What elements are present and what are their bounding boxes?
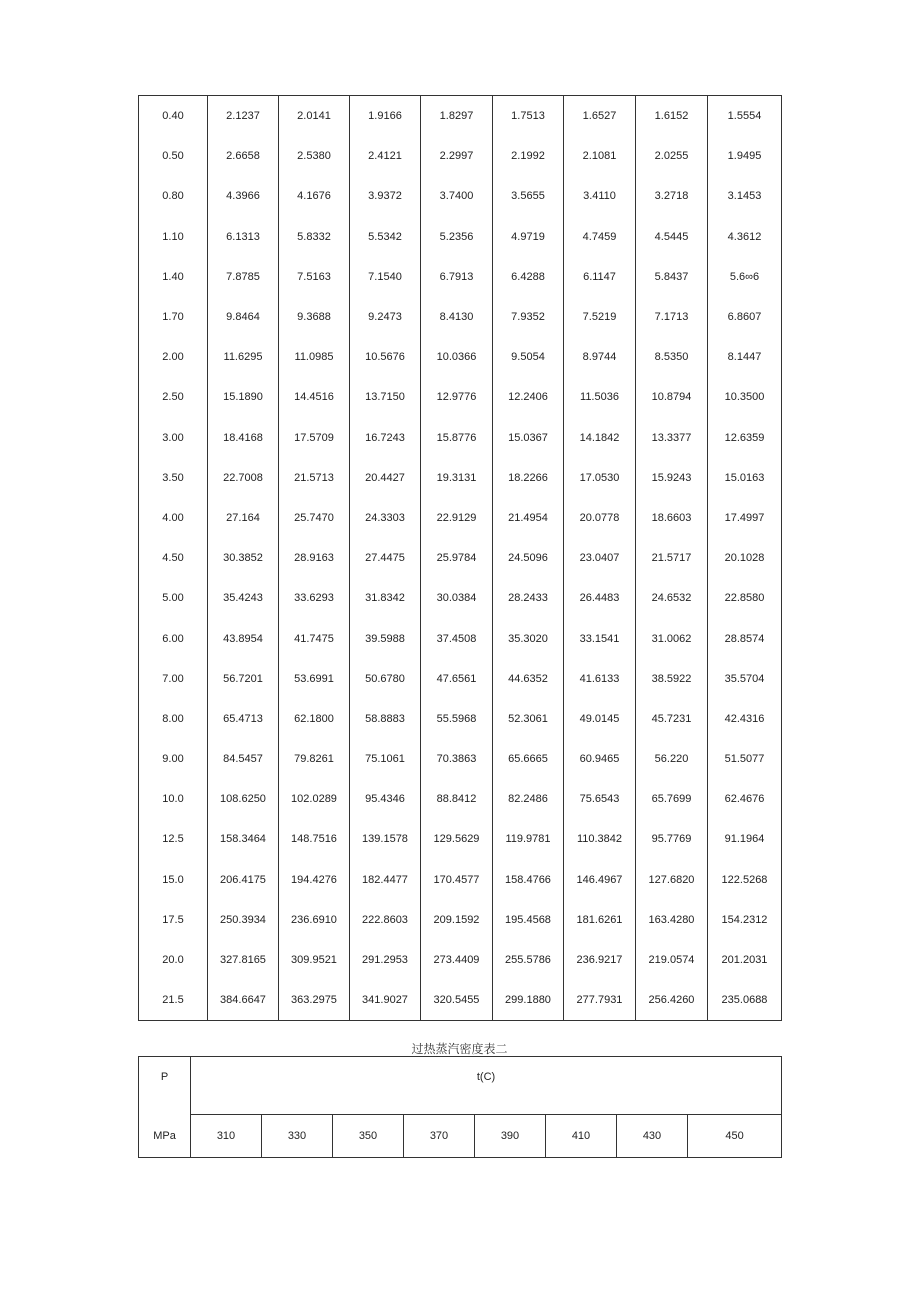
density-cell: 35.3020 (493, 618, 564, 658)
density-cell: 24.5096 (493, 538, 564, 578)
pressure-cell: 6.00 (139, 618, 208, 658)
density-cell: 5.8437 (636, 257, 708, 297)
density-cell: 43.8954 (208, 618, 279, 658)
density-cell: 384.6647 (208, 980, 279, 1021)
density-cell: 26.4483 (564, 578, 636, 618)
density-cell: 236.9217 (564, 940, 636, 980)
density-cell: 79.8261 (279, 739, 350, 779)
density-cell: 2.4121 (350, 136, 421, 176)
density-cell: 309.9521 (279, 940, 350, 980)
density-cell: 49.0145 (564, 699, 636, 739)
table-row (139, 458, 782, 498)
density-cell: 146.4967 (564, 860, 636, 900)
density-cell: 256.4260 (636, 980, 708, 1021)
density-cell: 18.4168 (208, 418, 279, 458)
temp-header-cell: 410 (546, 1115, 617, 1158)
density-cell: 181.6261 (564, 900, 636, 940)
density-cell: 8.4130 (421, 297, 493, 337)
density-cell: 2.0255 (636, 136, 708, 176)
table-row (139, 860, 782, 900)
pressure-cell: 9.00 (139, 739, 208, 779)
density-cell: 6.8607 (708, 297, 782, 337)
density-cell: 5.2356 (421, 217, 493, 257)
density-cell: 363.2975 (279, 980, 350, 1021)
density-cell: 53.6991 (279, 659, 350, 699)
density-cell: 18.6603 (636, 498, 708, 538)
density-cell: 9.3688 (279, 297, 350, 337)
density-cell: 56.7201 (208, 659, 279, 699)
density-cell: 11.6295 (208, 337, 279, 377)
density-cell: 27.164 (208, 498, 279, 538)
density-cell: 170.4577 (421, 860, 493, 900)
density-cell: 82.2486 (493, 779, 564, 819)
density-cell: 5.8332 (279, 217, 350, 257)
density-cell: 13.7150 (350, 377, 421, 417)
density-cell: 12.9776 (421, 377, 493, 417)
density-cell: 20.0778 (564, 498, 636, 538)
density-cell: 236.6910 (279, 900, 350, 940)
density-cell: 15.9243 (636, 458, 708, 498)
pressure-cell: 17.5 (139, 900, 208, 940)
density-cell: 206.4175 (208, 860, 279, 900)
density-cell: 15.0367 (493, 418, 564, 458)
density-cell: 250.3934 (208, 900, 279, 940)
density-cell: 41.7475 (279, 618, 350, 658)
density-cell: 154.2312 (708, 900, 782, 940)
density-cell: 6.1147 (564, 257, 636, 297)
pressure-cell: 4.00 (139, 498, 208, 538)
density-cell: 38.5922 (636, 659, 708, 699)
density-cell: 2.1081 (564, 136, 636, 176)
pressure-cell: 20.0 (139, 940, 208, 980)
density-cell: 22.7008 (208, 458, 279, 498)
density-cell: 102.0289 (279, 779, 350, 819)
density-cell: 62.1800 (279, 699, 350, 739)
density-cell: 3.9372 (350, 176, 421, 216)
density-cell: 13.3377 (636, 418, 708, 458)
density-cell: 16.7243 (350, 418, 421, 458)
density-cell: 65.4713 (208, 699, 279, 739)
density-cell: 3.7400 (421, 176, 493, 216)
density-cell: 9.5054 (493, 337, 564, 377)
density-cell: 201.2031 (708, 940, 782, 980)
density-cell: 10.3500 (708, 377, 782, 417)
table-row (139, 257, 782, 297)
table-row (139, 176, 782, 216)
temp-header-cell: 450 (688, 1115, 782, 1158)
density-cell: 15.0163 (708, 458, 782, 498)
pressure-cell: 1.40 (139, 257, 208, 297)
pressure-cell: 21.5 (139, 980, 208, 1021)
density-cell: 6.7913 (421, 257, 493, 297)
density-cell: 8.1447 (708, 337, 782, 377)
density-cell: 1.8297 (421, 96, 493, 137)
density-cell: 21.4954 (493, 498, 564, 538)
density-cell: 10.8794 (636, 377, 708, 417)
density-cell: 122.5268 (708, 860, 782, 900)
table-row (139, 377, 782, 417)
density-cell: 3.1453 (708, 176, 782, 216)
density-cell: 21.5713 (279, 458, 350, 498)
density-cell: 11.0985 (279, 337, 350, 377)
table-row (139, 819, 782, 859)
density-cell: 255.5786 (493, 940, 564, 980)
density-cell: 51.5077 (708, 739, 782, 779)
density-table (138, 95, 782, 1021)
density-cell: 2.2997 (421, 136, 493, 176)
table-row (139, 779, 782, 819)
temperature-header: t(C) (191, 1057, 782, 1115)
density-cell: 10.0366 (421, 337, 493, 377)
table-row (139, 498, 782, 538)
density-cell: 17.0530 (564, 458, 636, 498)
density-cell: 75.1061 (350, 739, 421, 779)
density-cell: 6.1313 (208, 217, 279, 257)
density-cell: 327.8165 (208, 940, 279, 980)
pressure-cell: 0.50 (139, 136, 208, 176)
density-cell: 222.8603 (350, 900, 421, 940)
density-cell: 45.7231 (636, 699, 708, 739)
table-row (139, 337, 782, 377)
density-cell: 33.1541 (564, 618, 636, 658)
density-cell: 7.9352 (493, 297, 564, 337)
density-cell: 320.5455 (421, 980, 493, 1021)
pressure-cell: 2.00 (139, 337, 208, 377)
table-row (139, 618, 782, 658)
density-cell: 27.4475 (350, 538, 421, 578)
density-cell: 55.5968 (421, 699, 493, 739)
density-cell: 12.6359 (708, 418, 782, 458)
density-cell: 10.5676 (350, 337, 421, 377)
temp-header-cell: 330 (262, 1115, 333, 1158)
density-cell: 25.7470 (279, 498, 350, 538)
density-cell: 42.4316 (708, 699, 782, 739)
density-cell: 24.6532 (636, 578, 708, 618)
density-cell: 33.6293 (279, 578, 350, 618)
pressure-cell: 7.00 (139, 659, 208, 699)
temp-header-cell: 390 (475, 1115, 546, 1158)
density-cell: 28.9163 (279, 538, 350, 578)
density-cell: 194.4276 (279, 860, 350, 900)
pressure-unit: MPa (139, 1115, 191, 1158)
pressure-cell: 4.50 (139, 538, 208, 578)
density-cell: 158.4766 (493, 860, 564, 900)
pressure-cell: 12.5 (139, 819, 208, 859)
table-row (139, 96, 782, 137)
density-cell: 9.8464 (208, 297, 279, 337)
density-cell: 15.8776 (421, 418, 493, 458)
pressure-cell: 0.40 (139, 96, 208, 137)
density-cell: 84.5457 (208, 739, 279, 779)
density-cell: 95.4346 (350, 779, 421, 819)
density-cell: 1.9495 (708, 136, 782, 176)
density-cell: 119.9781 (493, 819, 564, 859)
density-cell: 11.5036 (564, 377, 636, 417)
density-cell: 2.1237 (208, 96, 279, 137)
density-cell: 35.4243 (208, 578, 279, 618)
density-cell: 3.5655 (493, 176, 564, 216)
density-cell: 14.1842 (564, 418, 636, 458)
density-cell: 22.8580 (708, 578, 782, 618)
density-cell: 60.9465 (564, 739, 636, 779)
pressure-cell: 10.0 (139, 779, 208, 819)
table-row (139, 538, 782, 578)
density-cell: 108.6250 (208, 779, 279, 819)
temp-header-cell: 350 (333, 1115, 404, 1158)
density-cell: 8.9744 (564, 337, 636, 377)
density-cell: 21.5717 (636, 538, 708, 578)
table-row (139, 136, 782, 176)
density-cell: 158.3464 (208, 819, 279, 859)
density-cell: 9.2473 (350, 297, 421, 337)
density-cell: 163.4280 (636, 900, 708, 940)
density-cell: 37.4508 (421, 618, 493, 658)
density-cell: 235.0688 (708, 980, 782, 1021)
density-cell: 31.0062 (636, 618, 708, 658)
table-row (139, 980, 782, 1021)
density-cell: 129.5629 (421, 819, 493, 859)
density-cell: 7.1713 (636, 297, 708, 337)
pressure-cell: 5.00 (139, 578, 208, 618)
table-row (139, 297, 782, 337)
density-cell: 4.7459 (564, 217, 636, 257)
density-cell: 7.5219 (564, 297, 636, 337)
density-cell: 139.1578 (350, 819, 421, 859)
density-cell: 18.2266 (493, 458, 564, 498)
density-cell: 2.6658 (208, 136, 279, 176)
density-cell: 5.6∞6 (708, 257, 782, 297)
density-cell: 22.9129 (421, 498, 493, 538)
density-cell: 39.5988 (350, 618, 421, 658)
pressure-header: P (139, 1057, 191, 1115)
density-cell: 127.6820 (636, 860, 708, 900)
density-cell: 35.5704 (708, 659, 782, 699)
density-cell: 7.5163 (279, 257, 350, 297)
density-cell: 75.6543 (564, 779, 636, 819)
pressure-cell: 1.70 (139, 297, 208, 337)
density-cell: 56.220 (636, 739, 708, 779)
table-row (139, 900, 782, 940)
density-cell: 195.4568 (493, 900, 564, 940)
density-cell: 1.9166 (350, 96, 421, 137)
density-cell: 20.4427 (350, 458, 421, 498)
density-cell: 65.6665 (493, 739, 564, 779)
table-row (139, 578, 782, 618)
density-cell: 219.0574 (636, 940, 708, 980)
density-cell: 88.8412 (421, 779, 493, 819)
density-cell: 148.7516 (279, 819, 350, 859)
density-cell: 24.3303 (350, 498, 421, 538)
table-row (139, 739, 782, 779)
density-cell: 1.7513 (493, 96, 564, 137)
density-cell: 4.1676 (279, 176, 350, 216)
pressure-cell: 0.80 (139, 176, 208, 216)
density-cell: 1.6152 (636, 96, 708, 137)
density-cell: 209.1592 (421, 900, 493, 940)
density-cell: 30.3852 (208, 538, 279, 578)
density-cell: 7.1540 (350, 257, 421, 297)
density-cell: 4.5445 (636, 217, 708, 257)
density-cell: 23.0407 (564, 538, 636, 578)
density-cell: 31.8342 (350, 578, 421, 618)
pressure-cell: 2.50 (139, 377, 208, 417)
density-cell: 4.9719 (493, 217, 564, 257)
density-cell: 182.4477 (350, 860, 421, 900)
density-cell: 15.1890 (208, 377, 279, 417)
density-cell: 20.1028 (708, 538, 782, 578)
density-cell: 2.5380 (279, 136, 350, 176)
pressure-cell: 3.00 (139, 418, 208, 458)
density-cell: 6.4288 (493, 257, 564, 297)
density-cell: 4.3612 (708, 217, 782, 257)
temp-header-cell: 370 (404, 1115, 475, 1158)
density-cell: 65.7699 (636, 779, 708, 819)
density-cell: 62.4676 (708, 779, 782, 819)
density-cell: 2.1992 (493, 136, 564, 176)
density-cell: 14.4516 (279, 377, 350, 417)
density-cell: 341.9027 (350, 980, 421, 1021)
density-cell: 91.1964 (708, 819, 782, 859)
density-cell: 5.5342 (350, 217, 421, 257)
density-table-2-header (138, 1056, 782, 1158)
density-cell: 2.0141 (279, 96, 350, 137)
density-cell: 41.6133 (564, 659, 636, 699)
density-cell: 19.3131 (421, 458, 493, 498)
table-row (139, 659, 782, 699)
density-cell: 47.6561 (421, 659, 493, 699)
density-cell: 3.2718 (636, 176, 708, 216)
density-cell: 8.5350 (636, 337, 708, 377)
density-cell: 17.5709 (279, 418, 350, 458)
density-cell: 273.4409 (421, 940, 493, 980)
density-cell: 299.1880 (493, 980, 564, 1021)
density-cell: 44.6352 (493, 659, 564, 699)
density-cell: 70.3863 (421, 739, 493, 779)
density-cell: 28.8574 (708, 618, 782, 658)
density-cell: 17.4997 (708, 498, 782, 538)
density-cell: 52.3061 (493, 699, 564, 739)
density-cell: 7.8785 (208, 257, 279, 297)
density-cell: 95.7769 (636, 819, 708, 859)
density-cell: 30.0384 (421, 578, 493, 618)
density-cell: 28.2433 (493, 578, 564, 618)
pressure-cell: 3.50 (139, 458, 208, 498)
density-cell: 1.5554 (708, 96, 782, 137)
density-cell: 291.2953 (350, 940, 421, 980)
table-row (139, 699, 782, 739)
table-row (139, 418, 782, 458)
density-cell: 110.3842 (564, 819, 636, 859)
density-cell: 4.3966 (208, 176, 279, 216)
density-cell: 12.2406 (493, 377, 564, 417)
table-row (139, 940, 782, 980)
table-row (139, 217, 782, 257)
density-cell: 50.6780 (350, 659, 421, 699)
density-cell: 25.9784 (421, 538, 493, 578)
temp-header-cell: 310 (191, 1115, 262, 1158)
density-cell: 3.4110 (564, 176, 636, 216)
density-cell: 277.7931 (564, 980, 636, 1021)
temp-header-cell: 430 (617, 1115, 688, 1158)
density-cell: 1.6527 (564, 96, 636, 137)
pressure-cell: 8.00 (139, 699, 208, 739)
pressure-cell: 15.0 (139, 860, 208, 900)
pressure-cell: 1.10 (139, 217, 208, 257)
density-cell: 58.8883 (350, 699, 421, 739)
table-caption: 过热蒸汽密度表二 (411, 1042, 508, 1056)
